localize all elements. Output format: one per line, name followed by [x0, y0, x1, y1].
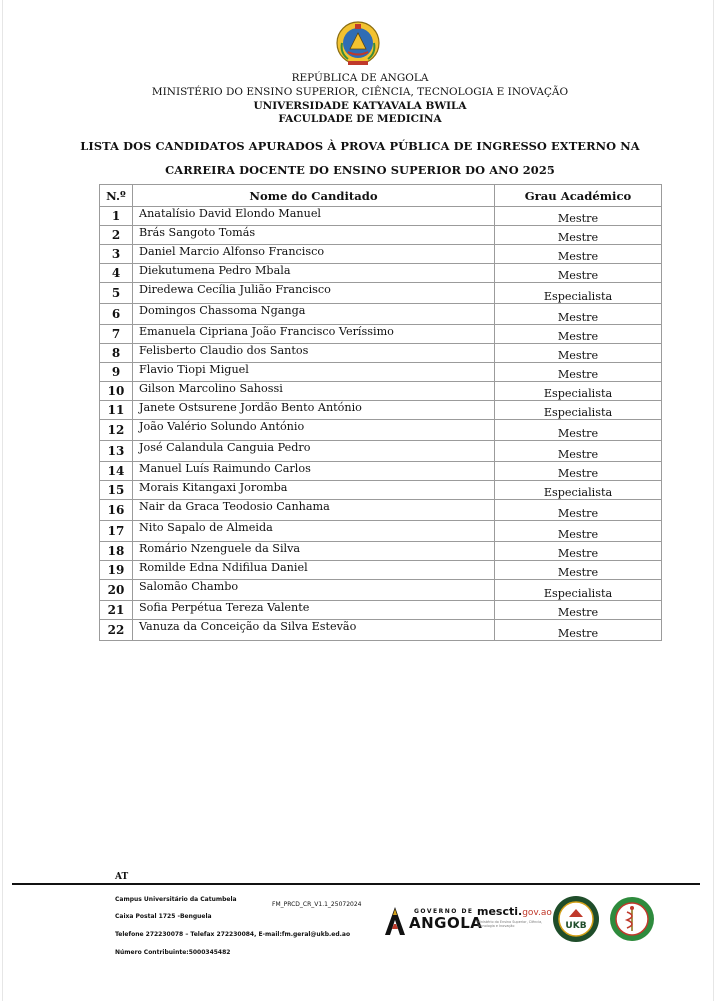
table-row — [100, 245, 662, 264]
academic-degree: Especialista — [495, 283, 662, 304]
row-number: 17 — [100, 521, 133, 542]
academic-degree: Mestre — [495, 620, 662, 641]
candidate-name: Diredewa Cecília Julião Francisco — [133, 283, 495, 304]
table-row — [100, 401, 662, 420]
governo-label: GOVERNO DE — [414, 908, 474, 915]
column-header-number: N.º — [100, 185, 133, 207]
table-row — [100, 542, 662, 561]
table-row — [100, 304, 662, 325]
ukb-seal-text: UKB — [565, 921, 587, 931]
candidate-name: João Valério Solundo António — [133, 420, 495, 441]
row-number: 18 — [100, 542, 133, 561]
row-number: 4 — [100, 264, 133, 283]
table-row — [100, 363, 662, 382]
row-number: 6 — [100, 304, 133, 325]
academic-degree: Mestre — [495, 601, 662, 620]
row-number: 22 — [100, 620, 133, 641]
table-row — [100, 500, 662, 521]
row-number: 8 — [100, 344, 133, 363]
angola-coat-of-arms-icon — [334, 19, 382, 69]
table-row — [100, 207, 662, 226]
row-number: 9 — [100, 363, 133, 382]
table-row — [100, 580, 662, 601]
mescti-subtitle: Ministério do Ensino Superior, Ciência, Tecnologia e Inovação — [477, 920, 543, 928]
academic-degree: Mestre — [495, 304, 662, 325]
row-number: 3 — [100, 245, 133, 264]
candidate-name: Emanuela Cipriana João Francisco Veríssimo — [133, 325, 495, 344]
table-row — [100, 561, 662, 580]
faculty-of-medicine-seal — [609, 896, 655, 942]
academic-degree: Especialista — [495, 401, 662, 420]
table-row — [100, 325, 662, 344]
academic-degree: Mestre — [495, 500, 662, 521]
angola-label: ANGOLA — [409, 914, 483, 932]
candidate-name: Vanuza da Conceição da Silva Estevão — [133, 620, 495, 641]
table-row — [100, 481, 662, 500]
candidate-name: Manuel Luís Raimundo Carlos — [133, 462, 495, 481]
academic-degree: Mestre — [495, 462, 662, 481]
row-number: 15 — [100, 481, 133, 500]
academic-degree: Mestre — [495, 264, 662, 283]
table-row — [100, 420, 662, 441]
header-ministry: MINISTÉRIO DO ENSINO SUPERIOR, CIÊNCIA, TECNOLOGIA E INOVAÇÃO — [151, 86, 569, 98]
candidate-name: José Calandula Canguia Pedro — [133, 441, 495, 462]
academic-degree: Mestre — [495, 344, 662, 363]
academic-degree: Especialista — [495, 382, 662, 401]
footer-postal: Caixa Postal 1725 -Benguela — [115, 913, 212, 920]
header-university: UNIVERSIDADE KATYAVALA BWILA — [253, 100, 467, 112]
academic-degree: Mestre — [495, 441, 662, 462]
table-body — [100, 207, 662, 641]
candidate-name: Flavio Tiopi Miguel — [133, 363, 495, 382]
document-title-line-2: CARREIRA DOCENTE DO ENSINO SUPERIOR DO ANO 2025 — [165, 163, 555, 177]
mescti-name: mescti. — [477, 905, 523, 918]
row-number: 16 — [100, 500, 133, 521]
document-reference: FM_PRCD_CR_V1.1_25072024 — [272, 901, 362, 908]
academic-degree: Mestre — [495, 521, 662, 542]
candidate-name: Romilde Edna Ndifilua Daniel — [133, 561, 495, 580]
document-title-line-1: LISTA DOS CANDIDATOS APURADOS À PROVA PÚBLICA DE INGRESSO EXTERNO NA — [80, 139, 640, 153]
footer-divider — [12, 883, 700, 885]
table-row — [100, 264, 662, 283]
candidates-table — [99, 184, 662, 641]
table-row — [100, 226, 662, 245]
academic-degree: Mestre — [495, 207, 662, 226]
table-header-row — [100, 185, 662, 207]
table-row — [100, 441, 662, 462]
footer-taxpayer: Número Contribuinte:5000345482 — [115, 949, 231, 956]
candidate-name: Nair da Graca Teodosio Canhama — [133, 500, 495, 521]
table-row — [100, 283, 662, 304]
row-number: 19 — [100, 561, 133, 580]
row-number: 10 — [100, 382, 133, 401]
academic-degree: Mestre — [495, 561, 662, 580]
academic-degree: Mestre — [495, 245, 662, 264]
academic-degree: Especialista — [495, 481, 662, 500]
row-number: 20 — [100, 580, 133, 601]
footer-campus: Campus Universitário da Catumbela — [115, 896, 237, 903]
candidate-name: Sofia Perpétua Tereza Valente — [133, 601, 495, 620]
candidate-name: Brás Sangoto Tomás — [133, 226, 495, 245]
table-row — [100, 344, 662, 363]
row-number: 21 — [100, 601, 133, 620]
academic-degree: Mestre — [495, 363, 662, 382]
row-number: 5 — [100, 283, 133, 304]
table-row — [100, 382, 662, 401]
candidate-name: Anatalísio David Elondo Manuel — [133, 207, 495, 226]
row-number: 2 — [100, 226, 133, 245]
ukb-university-seal — [552, 895, 600, 943]
candidate-name: Domingos Chassoma Nganga — [133, 304, 495, 325]
candidate-name: Nito Sapalo de Almeida — [133, 521, 495, 542]
candidate-name: Gilson Marcolino Sahossi — [133, 382, 495, 401]
table-row — [100, 521, 662, 542]
academic-degree: Mestre — [495, 226, 662, 245]
row-number: 14 — [100, 462, 133, 481]
candidate-name: Felisberto Claudio dos Santos — [133, 344, 495, 363]
row-number: 11 — [100, 401, 133, 420]
row-number: 1 — [100, 207, 133, 226]
row-number: 12 — [100, 420, 133, 441]
table-row — [100, 601, 662, 620]
candidate-name: Janete Ostsurene Jordão Bento António — [133, 401, 495, 420]
table-row — [100, 462, 662, 481]
candidate-name: Morais Kitangaxi Joromba — [133, 481, 495, 500]
academic-degree: Mestre — [495, 542, 662, 561]
academic-degree: Especialista — [495, 580, 662, 601]
table-row — [100, 620, 662, 641]
row-number: 13 — [100, 441, 133, 462]
candidate-name: Salomão Chambo — [133, 580, 495, 601]
mescti-domain: gov.ao — [522, 908, 552, 918]
footer-contact: Telefone 272230078 – Telefax 272230084, E-mail:fm.geral@ukb.ed.ao — [115, 931, 351, 938]
academic-degree: Mestre — [495, 420, 662, 441]
column-header-name: Nome do Canditado — [133, 185, 495, 207]
column-header-degree: Grau Académico — [495, 185, 662, 207]
row-number: 7 — [100, 325, 133, 344]
header-republic: REPÚBLICA DE ANGOLA — [291, 72, 429, 84]
candidate-name: Diekutumena Pedro Mbala — [133, 264, 495, 283]
candidate-name: Daniel Marcio Alfonso Francisco — [133, 245, 495, 264]
footer-initials: AT — [115, 872, 129, 882]
academic-degree: Mestre — [495, 325, 662, 344]
mescti-logo-text — [477, 905, 552, 918]
candidate-name: Romário Nzenguele da Silva — [133, 542, 495, 561]
header-faculty: FACULDADE DE MEDICINA — [278, 113, 442, 125]
